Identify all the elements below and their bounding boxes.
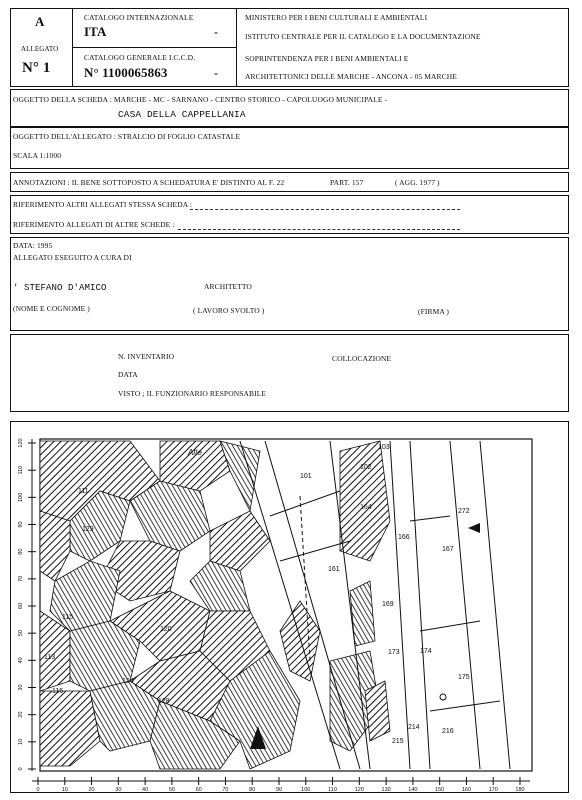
parcel-label: 174 [420, 648, 432, 655]
parcel-label: 272 [458, 508, 470, 515]
parcel-label: 102 [360, 464, 372, 471]
parcel-label: 167 [442, 546, 454, 553]
allegato-number: N° 1 [22, 60, 51, 76]
bottom-tick-label: 60 [195, 787, 202, 793]
left-tick-label: 30 [18, 684, 24, 691]
parcel-label: 173 [388, 649, 400, 656]
parcel-label: 116 [52, 688, 64, 695]
left-tick-label: 90 [18, 521, 24, 528]
inventario-data-label: DATA [118, 370, 138, 379]
bottom-tick-label: 130 [381, 787, 391, 793]
cat-gen-value: N° 1100065863 [84, 65, 168, 80]
left-tick-label: 50 [18, 630, 24, 637]
parcel-label: 215 [392, 738, 404, 745]
parcel-label: 115 [62, 614, 74, 621]
allegato-label: ALLEGATO [21, 45, 59, 53]
left-tick-label: 110 [18, 465, 24, 475]
left-tick-label: 0 [18, 767, 24, 771]
parcel-label: 175 [458, 674, 470, 681]
lavoro-svolto-label: ( LAVORO SVOLTO ) [193, 306, 265, 315]
inventario-box [10, 334, 569, 412]
bottom-tick-label: 50 [168, 787, 175, 793]
parcel-label: 166 [398, 534, 410, 541]
parcel-label: 120 [160, 626, 172, 633]
allegato-object: OGGETTO DELL'ALLEGATO : STRALCIO DI FOGLIO CATASTALE [13, 132, 241, 141]
ministry-line-1: MINISTERO PER I BENI CULTURALI E AMBIENTALI [245, 13, 428, 22]
ministry-line-2: ISTITUTO CENTRALE PER IL CATALOGO E LA DOCUMENTAZIONE [245, 32, 481, 41]
bottom-tick-label: 110 [328, 787, 337, 793]
left-tick-label: 40 [18, 657, 24, 664]
allegato-scale: SCALA 1:1000 [13, 151, 62, 160]
bottom-tick-label: 70 [222, 787, 229, 793]
bottom-tick-label: 120 [354, 787, 364, 793]
bottom-tick-label: 100 [301, 787, 311, 793]
cadastral-map [10, 421, 569, 793]
bottom-tick-label: 160 [461, 787, 472, 793]
bottom-tick-label: 10 [61, 787, 68, 793]
collocazione-label: COLLOCAZIONE [332, 354, 392, 363]
riferimento-altre: RIFERIMENTO ALLEGATI DI ALTRE SCHEDE : [13, 220, 175, 229]
parcel-label: 164 [360, 504, 372, 511]
left-tick-label: 10 [18, 738, 24, 745]
parcel-label: 128 [158, 698, 170, 705]
author-name: ' STEFANO D'AMICO [13, 283, 107, 293]
parcel-label: 124 [122, 678, 134, 685]
parcel-label: 129 [82, 526, 94, 533]
bottom-tick-label: 170 [488, 787, 498, 793]
nome-cognome-label: (NOME E COGNOME ) [13, 304, 90, 313]
allegato-letter: A [35, 14, 45, 29]
bottom-tick-label: 90 [275, 787, 283, 793]
bottom-tick-label: 20 [88, 787, 95, 793]
ministry-line-4: ARCHITETTONICI DELLE MARCHE - ANCONA - 05 MARCHE [245, 72, 457, 81]
bottom-tick-label: 180 [515, 787, 525, 793]
firma-label: (FIRMA ) [418, 307, 450, 316]
parcel-label: 216 [442, 728, 454, 735]
catalog-divider [72, 47, 237, 48]
oggetto-value: CASA DELLA CAPPELLANIA [118, 109, 246, 120]
bottom-scale-ticks [36, 777, 524, 793]
parcel-label: 111 [78, 488, 89, 495]
left-tick-label: 70 [18, 575, 24, 582]
inventario-label: N. INVENTARIO [118, 352, 175, 361]
annotazioni-part: PART. 157 [330, 178, 364, 187]
left-tick-label: 60 [18, 602, 24, 610]
left-tick-label: 120 [18, 438, 24, 448]
annotazioni-text: ANNOTAZIONI : IL BENE SOTTOPOSTO A SCHEDATURA E' DISTINTO AL F. 22 [13, 178, 285, 187]
annotazioni-agg: ( AGG. 1977 ) [395, 178, 440, 187]
bottom-tick-label: 80 [249, 787, 256, 793]
oggetto-label: OGGETTO DELLA SCHEDA : MARCHE - MC - SARNANO - CENTRO STORICO - CAPOLUOGO MUNICIPALE - [13, 95, 388, 104]
riferimento-altre-line [178, 229, 460, 230]
street-label: Alte [188, 448, 202, 457]
parcel-label: 161 [328, 566, 340, 573]
left-tick-label: 100 [18, 492, 24, 502]
cat-int-label: CATALOGO INTERNAZIONALE [84, 13, 194, 22]
riferimento-altri-line [190, 209, 460, 210]
ministry-line-3: SOPRINTENDENZA PER I BENI AMBIENTALI E [245, 54, 409, 63]
bottom-tick-label: 40 [142, 787, 149, 793]
riferimento-altri: RIFERIMENTO ALTRI ALLEGATI STESSA SCHEDA : [13, 200, 193, 209]
cat-int-dash: - [214, 25, 219, 39]
cat-gen-label: CATALOGO GENERALE I.C.C.D. [84, 53, 196, 62]
left-tick-label: 80 [18, 548, 24, 555]
cat-gen-dash: - [214, 66, 219, 80]
parcel-label: 101 [300, 473, 312, 480]
parcel-label: 169 [382, 601, 394, 608]
author-role: ARCHITETTO [204, 282, 252, 291]
bottom-tick-label: 0 [36, 787, 40, 793]
parcel-label: 113 [44, 654, 56, 661]
visto-label: VISTO ; IL FUNZIONARIO RESPONSABILE [118, 389, 267, 398]
parcel-label: 103 [378, 444, 390, 451]
left-scale-ticks [18, 438, 36, 770]
eseguito-line: ALLEGATO ESEGUITO A CURA DI [13, 253, 132, 262]
bottom-tick-label: 150 [435, 787, 445, 793]
data-line: DATA: 1995 [13, 241, 53, 250]
left-tick-label: 20 [18, 711, 24, 718]
cat-int-value: ITA [84, 24, 107, 39]
bottom-tick-label: 140 [408, 787, 418, 793]
parcel-label: 214 [408, 724, 420, 731]
bottom-tick-label: 30 [115, 787, 122, 793]
